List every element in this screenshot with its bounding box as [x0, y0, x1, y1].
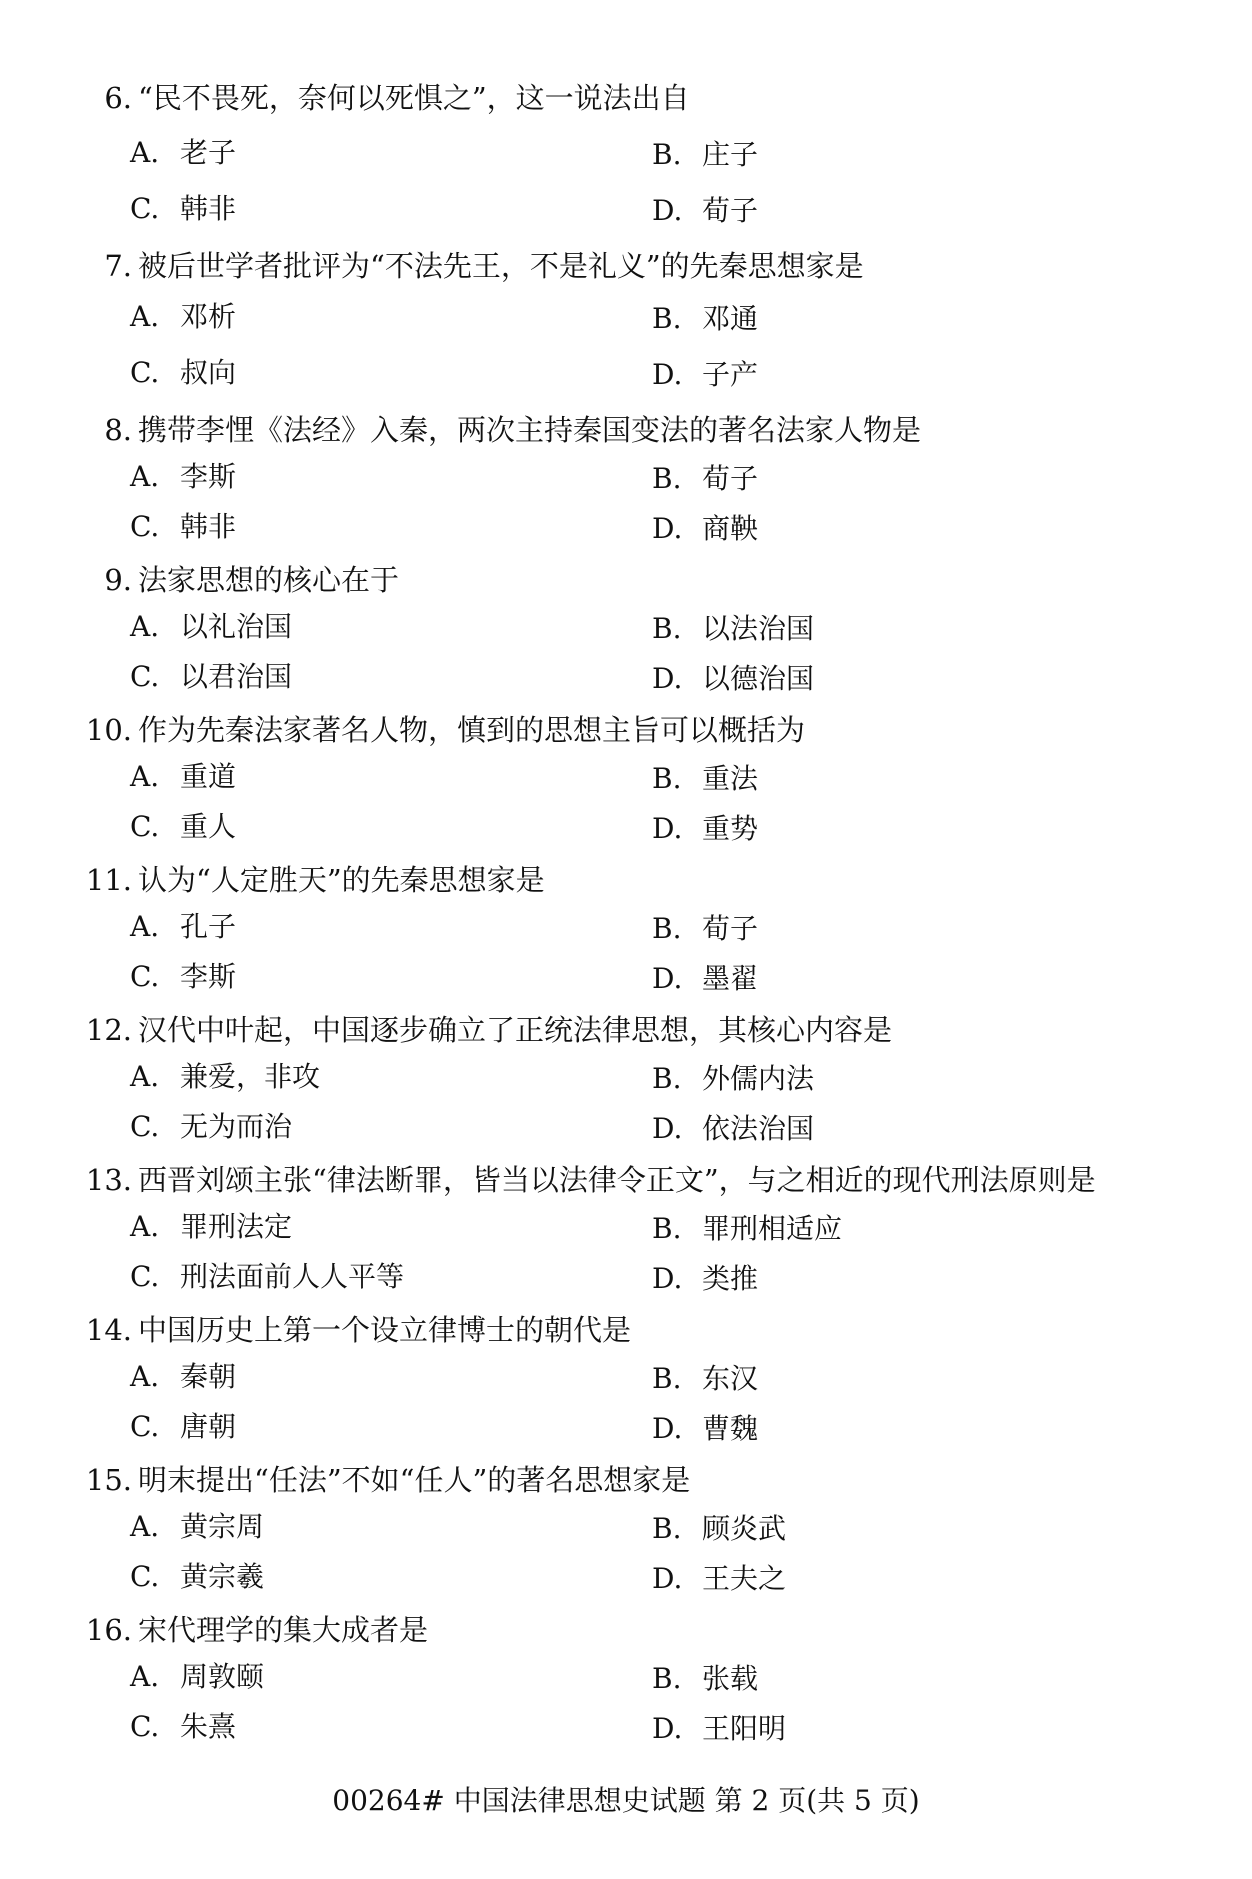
- question-6: [70, 80, 1200, 230]
- option-b: B. 罪刑相适应: [652, 1212, 843, 1245]
- option-d: D. 荀子: [652, 194, 759, 227]
- option-b: B. 顾炎武: [652, 1512, 787, 1545]
- option-b: B. 庄子: [652, 138, 759, 171]
- question-number: 12.: [85, 1013, 132, 1047]
- option-c: C. 刑法面前人人平等: [130, 1260, 405, 1293]
- option-b: B. 以法治国: [652, 612, 815, 645]
- option-c: C. 韩非: [130, 510, 237, 543]
- option-c: C. 韩非: [130, 192, 237, 225]
- question-number: 16.: [85, 1613, 132, 1647]
- question-text: “民不畏死，奈何以死惧之”，这一说法出自: [138, 81, 690, 115]
- option-d: D. 以德治国: [652, 662, 815, 695]
- option-a: A. 老子: [130, 136, 237, 169]
- option-d: D. 王夫之: [652, 1562, 787, 1595]
- question-9: [70, 562, 1200, 702]
- question-stem: [70, 1612, 1200, 1648]
- question-text: 西晋刘颂主张“律法断罪，皆当以法律令正文”，与之相近的现代刑法原则是: [138, 1163, 1096, 1197]
- option-a: A. 以礼治国: [130, 610, 293, 643]
- option-b: B. 外儒内法: [652, 1062, 815, 1095]
- option-d: D. 重势: [652, 812, 759, 845]
- question-7: [70, 248, 1200, 398]
- option-a: A. 黄宗周: [130, 1510, 265, 1543]
- question-number: 9.: [104, 563, 132, 597]
- option-c: C. 黄宗羲: [130, 1560, 265, 1593]
- option-d: D. 商鞅: [652, 512, 759, 545]
- question-number: 7.: [104, 249, 132, 283]
- question-text: 中国历史上第一个设立律博士的朝代是: [138, 1313, 632, 1347]
- question-number: 14.: [85, 1313, 132, 1347]
- question-number: 6.: [104, 81, 132, 115]
- question-15: [70, 1462, 1200, 1602]
- question-stem: [70, 1312, 1200, 1348]
- option-b: B. 张载: [652, 1662, 759, 1695]
- option-d: D. 曹魏: [652, 1412, 759, 1445]
- question-8: [70, 412, 1200, 552]
- question-text: 携带李悝《法经》入秦，两次主持秦国变法的著名法家人物是: [138, 413, 922, 447]
- option-a: A. 罪刑法定: [130, 1210, 293, 1243]
- question-number: 8.: [104, 413, 132, 447]
- page-footer: 00264# 中国法律思想史试题 第 2 页(共 5 页): [332, 1784, 920, 1817]
- question-text: 法家思想的核心在于: [138, 563, 400, 597]
- option-a: A. 孔子: [130, 910, 237, 943]
- question-number: 15.: [85, 1463, 132, 1497]
- option-c: C. 唐朝: [130, 1410, 237, 1443]
- question-text: 汉代中叶起，中国逐步确立了正统法律思想，其核心内容是: [138, 1013, 893, 1047]
- question-10: [70, 712, 1200, 852]
- option-a: A. 李斯: [130, 460, 237, 493]
- question-text: 被后世学者批评为“不法先王，不是礼义”的先秦思想家是: [138, 249, 864, 283]
- option-a: A. 重道: [130, 760, 237, 793]
- question-number: 13.: [85, 1163, 132, 1197]
- option-a: A. 邓析: [130, 300, 237, 333]
- question-stem: [70, 562, 1200, 598]
- option-a: A. 兼爱，非攻: [130, 1060, 321, 1093]
- option-c: C. 朱熹: [130, 1710, 237, 1743]
- option-b: B. 东汉: [652, 1362, 759, 1395]
- question-number: 11.: [85, 863, 132, 897]
- option-c: C. 李斯: [130, 960, 237, 993]
- option-d: D. 子产: [652, 358, 759, 391]
- option-d: D. 依法治国: [652, 1112, 815, 1145]
- option-c: C. 以君治国: [130, 660, 293, 693]
- option-c: C. 无为而治: [130, 1110, 293, 1143]
- question-13: [70, 1162, 1200, 1302]
- option-c: C. 重人: [130, 810, 237, 843]
- question-text: 宋代理学的集大成者是: [138, 1613, 429, 1647]
- question-14: [70, 1312, 1200, 1452]
- option-d: D. 王阳明: [652, 1712, 787, 1745]
- option-c: C. 叔向: [130, 356, 237, 389]
- question-stem: [70, 412, 1200, 448]
- question-stem: [70, 248, 1200, 284]
- question-number: 10.: [85, 713, 132, 747]
- question-text: 作为先秦法家著名人物，慎到的思想主旨可以概括为: [138, 713, 806, 747]
- question-stem: [70, 862, 1200, 898]
- question-stem: [70, 1162, 1200, 1198]
- question-11: [70, 862, 1200, 1002]
- question-text: 明末提出“任法”不如“任人”的著名思想家是: [138, 1463, 691, 1497]
- option-b: B. 重法: [652, 762, 759, 795]
- question-stem: [70, 1462, 1200, 1498]
- option-a: A. 周敦颐: [130, 1660, 265, 1693]
- option-b: B. 荀子: [652, 912, 759, 945]
- option-b: B. 荀子: [652, 462, 759, 495]
- option-b: B. 邓通: [652, 302, 759, 335]
- question-stem: [70, 1012, 1200, 1048]
- question-12: [70, 1012, 1200, 1152]
- option-d: D. 墨翟: [652, 962, 759, 995]
- question-16: [70, 1612, 1200, 1762]
- question-stem: [70, 80, 1200, 116]
- option-a: A. 秦朝: [130, 1360, 237, 1393]
- question-stem: [70, 712, 1200, 748]
- option-d: D. 类推: [652, 1262, 759, 1295]
- question-text: 认为“人定胜天”的先秦思想家是: [138, 863, 545, 897]
